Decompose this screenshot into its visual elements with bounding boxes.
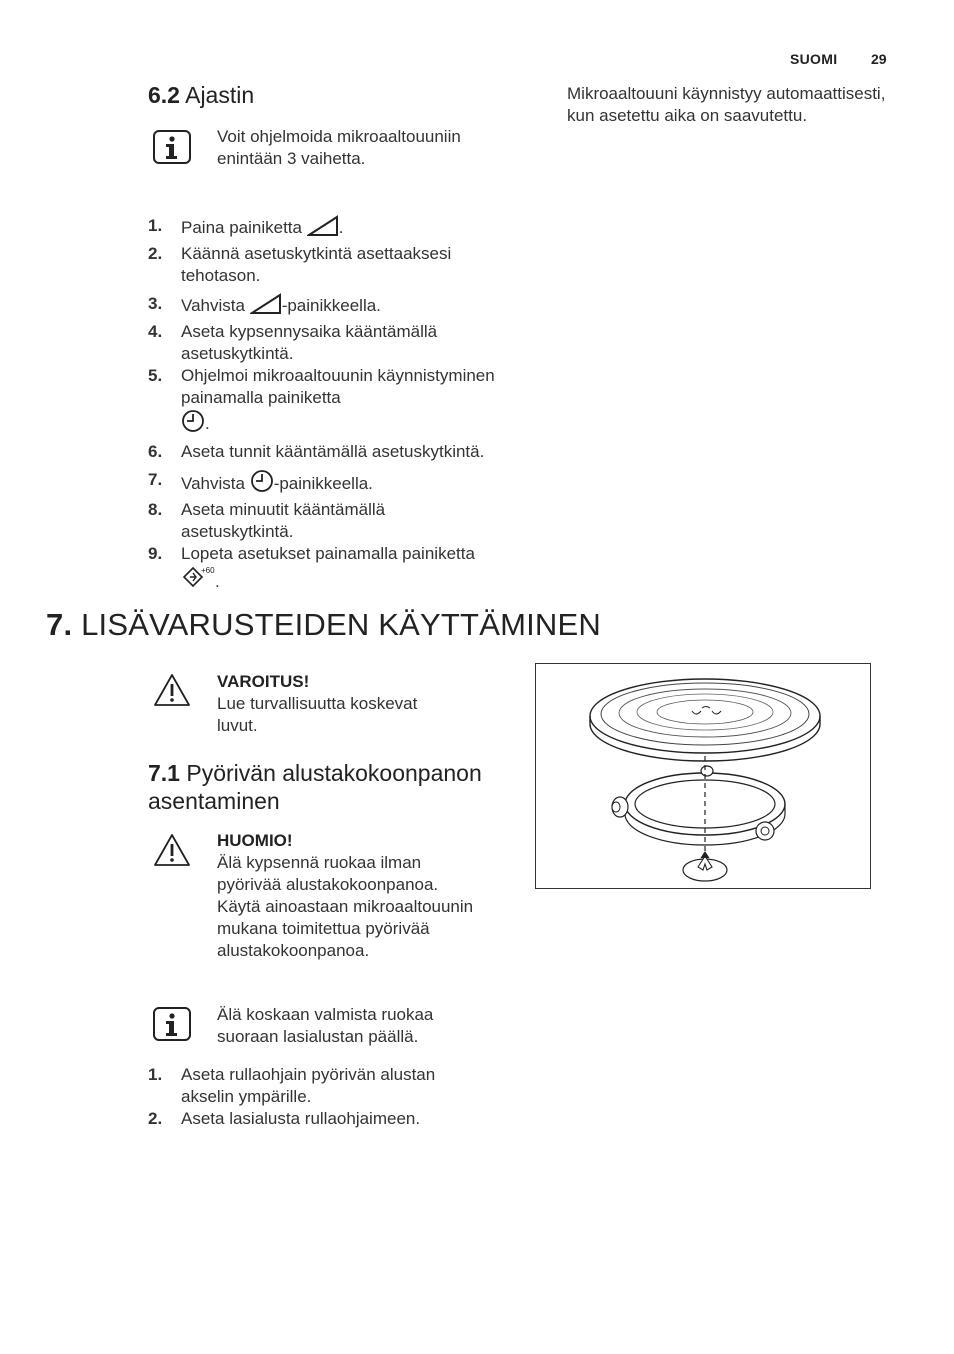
power-level-icon bbox=[250, 293, 282, 321]
info-icon bbox=[152, 1006, 192, 1047]
steps-7-1 bbox=[148, 1064, 478, 1130]
coupler bbox=[683, 852, 727, 881]
chapter-title: LISÄVARUSTEIDEN KÄYTTÄMINEN bbox=[81, 607, 601, 642]
section-6-2-heading bbox=[148, 82, 254, 109]
step-1: 1. Paina painiketta . bbox=[148, 215, 498, 243]
clock-icon bbox=[181, 409, 205, 439]
warning-text: Lue turvallisuutta koskevat luvut. bbox=[217, 694, 418, 735]
header-language: SUOMI bbox=[790, 51, 838, 67]
roller-ring bbox=[612, 766, 785, 845]
turntable-figure bbox=[535, 663, 871, 889]
caution-icon bbox=[152, 832, 192, 873]
step-6: 6. Aseta tunnit kääntämällä asetuskytkintä. bbox=[148, 442, 485, 461]
step-5: 5. Ohjelmoi mikroaaltouunin käynnistyminen painamalla painiketta . bbox=[148, 365, 498, 439]
warning-label: VAROITUS! bbox=[217, 672, 310, 691]
right-column-text: Mikroaaltouuni käynnistyy automaattisesti, kun asetettu aika on saavutettu. bbox=[567, 84, 886, 125]
section-7-1-heading bbox=[148, 759, 518, 815]
start-plus60-icon bbox=[181, 565, 215, 597]
section-title: Ajastin bbox=[185, 82, 255, 108]
section-title: Pyörivän alustakokoonpanon asentaminen bbox=[148, 760, 482, 814]
glass-tray bbox=[590, 679, 820, 761]
chapter-heading bbox=[46, 607, 601, 643]
turntable-illustration bbox=[536, 664, 870, 888]
step-9: 9. Lopeta asetukset painamalla painiketta +60 . bbox=[148, 543, 498, 597]
step-2: 2. Aseta lasialusta rullaohjaimeen. bbox=[148, 1109, 421, 1128]
step-7: 7. Vahvista -painikkeella. bbox=[148, 469, 498, 499]
warning-icon bbox=[152, 672, 192, 713]
power-level-icon bbox=[307, 215, 339, 243]
step-8: 8. Aseta minuutit kääntämällä asetuskytkintä. bbox=[148, 500, 386, 541]
steps-6-2 bbox=[148, 215, 498, 597]
step-3: 3. Vahvista -painikkeella. bbox=[148, 293, 498, 321]
chapter-number: 7. bbox=[46, 607, 73, 642]
section-number: 7.1 bbox=[148, 760, 180, 786]
caution-label: HUOMIO! bbox=[217, 831, 293, 850]
info-note-6-2: Voit ohjelmoida mikroaaltouuniin enintään 3 vaihetta. bbox=[217, 127, 461, 168]
svg-text:+60: +60 bbox=[201, 566, 215, 575]
page-number: 29 bbox=[871, 51, 887, 67]
section-number: 6.2 bbox=[148, 82, 180, 108]
step-4: 4. Aseta kypsennysaika kääntämällä asetuskytkintä. bbox=[148, 322, 438, 363]
step-2: 2. Käännä asetuskytkintä asettaaksesi tehotason. bbox=[148, 244, 452, 285]
info-icon bbox=[152, 129, 192, 170]
info-note-7-1: Älä koskaan valmista ruokaa suoraan lasialustan päällä. bbox=[217, 1005, 434, 1046]
clock-icon bbox=[250, 469, 274, 499]
step-1: 1. Aseta rullaohjain pyörivän alustan akselin ympärille. bbox=[148, 1065, 436, 1106]
caution-text: Älä kypsennä ruokaa ilman pyörivää alustakokoonpanoa. Käytä ainoastaan mikroaaltouunin mukana toimitettua pyörivää alustakokoonpanoa. bbox=[217, 853, 474, 960]
